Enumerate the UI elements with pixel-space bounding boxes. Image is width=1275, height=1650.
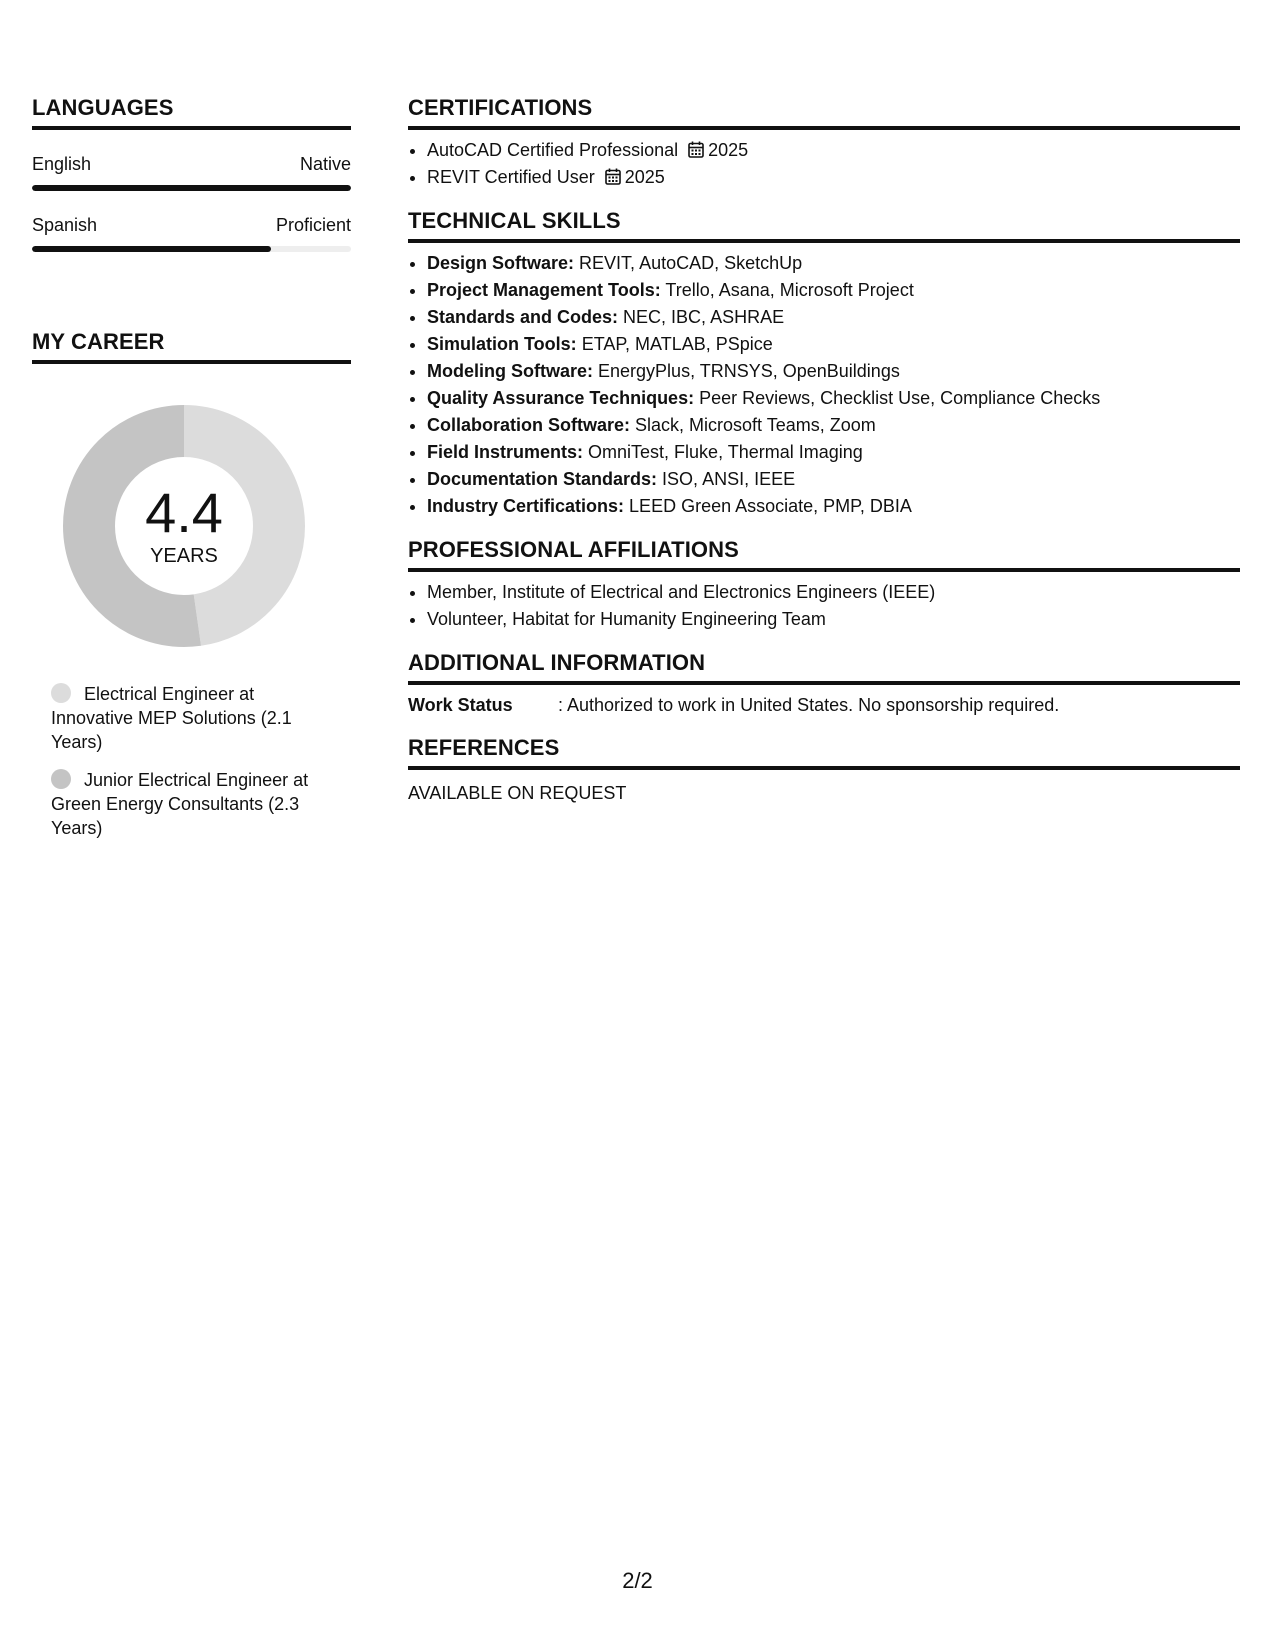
- section-divider: [408, 766, 1240, 770]
- skill-value: NEC, IBC, ASHRAE: [623, 307, 785, 327]
- legend-dot-icon: [51, 683, 71, 703]
- skill-value: Slack, Microsoft Teams, Zoom: [635, 415, 876, 435]
- section-divider: [408, 568, 1240, 572]
- skill-item: [427, 250, 1240, 277]
- affiliations-heading: PROFESSIONAL AFFILIATIONS: [408, 537, 739, 562]
- career-legend-item: [51, 768, 331, 840]
- language-proficiency-bar: [32, 185, 351, 191]
- career-role-label: Junior Electrical Engineer at Green Energy Consultants (2.3 Years): [51, 770, 309, 838]
- technical-skills-list: [408, 250, 1240, 520]
- languages-section: [32, 92, 351, 252]
- page-number: 2/2: [622, 1568, 653, 1593]
- work-status-label: Work Status: [408, 695, 513, 715]
- certification-name: AutoCAD Certified Professional: [427, 140, 679, 160]
- certification-year: 2025: [708, 140, 749, 160]
- skill-item: [427, 493, 1240, 520]
- affiliations-list: [408, 579, 1240, 633]
- skill-item: [427, 358, 1240, 385]
- skill-value: ISO, ANSI, IEEE: [662, 469, 796, 489]
- skill-label: Design Software:: [427, 253, 575, 273]
- skill-item: [427, 304, 1240, 331]
- skill-item: [427, 385, 1240, 412]
- language-row: [32, 152, 351, 176]
- skill-label: Standards and Codes:: [427, 307, 619, 327]
- skill-value: LEED Green Associate, PMP, DBIA: [629, 496, 912, 516]
- career-legend-item: [51, 682, 331, 754]
- certifications-section: [408, 92, 1240, 191]
- work-status-row: [408, 692, 1240, 718]
- skill-value: ETAP, MATLAB, PSpice: [581, 334, 773, 354]
- right-column: [408, 92, 1240, 820]
- additional-info-heading: ADDITIONAL INFORMATION: [408, 650, 706, 675]
- career-legend: [51, 682, 331, 840]
- references-heading: REFERENCES: [408, 735, 560, 760]
- skill-label: Industry Certifications:: [427, 496, 625, 516]
- certification-item: [427, 137, 1240, 164]
- affiliation-item: • Member, Institute of Electrical and Electronics Engineers (IEEE): [427, 579, 1240, 606]
- calendar-icon: [688, 141, 704, 158]
- section-divider: [32, 360, 351, 364]
- skill-label: Project Management Tools:: [427, 280, 661, 300]
- additional-info-section: [408, 647, 1240, 718]
- languages-heading: LANGUAGES: [32, 95, 174, 120]
- career-section: [32, 326, 351, 840]
- language-row: [32, 213, 351, 237]
- language-proficiency-bar: [32, 246, 351, 252]
- skill-item: [427, 277, 1240, 304]
- references-section: [408, 732, 1240, 806]
- skill-label: Field Instruments:: [427, 442, 584, 462]
- skill-label: Documentation Standards:: [427, 469, 658, 489]
- total-years-unit: YEARS: [150, 545, 218, 567]
- certification-name: REVIT Certified User: [427, 167, 595, 187]
- legend-dot-icon: [51, 769, 71, 789]
- skill-item: [427, 439, 1240, 466]
- section-divider: [32, 126, 351, 130]
- work-status-value: : Authorized to work in United States. No sponsorship required.: [558, 695, 1060, 715]
- languages-list: [32, 152, 351, 252]
- language-name: English: [32, 154, 92, 174]
- section-divider: [408, 239, 1240, 243]
- skill-label: Simulation Tools:: [427, 334, 577, 354]
- career-donut-chart: [54, 396, 314, 656]
- skill-value: EnergyPlus, TRNSYS, OpenBuildings: [598, 361, 900, 381]
- section-divider: [408, 681, 1240, 685]
- technical-skills-heading: TECHNICAL SKILLS: [408, 208, 621, 233]
- section-divider: [408, 126, 1240, 130]
- career-heading: MY CAREER: [32, 329, 165, 354]
- skill-value: Trello, Asana, Microsoft Project: [665, 280, 914, 300]
- references-text: AVAILABLE ON REQUEST: [408, 783, 627, 803]
- skill-item: [427, 412, 1240, 439]
- calendar-icon: [605, 168, 621, 185]
- skill-value: OmniTest, Fluke, Thermal Imaging: [588, 442, 863, 462]
- affiliations-section: [408, 534, 1240, 633]
- skill-label: Quality Assurance Techniques:: [427, 388, 695, 408]
- language-level: Proficient: [275, 215, 351, 235]
- language-level: Native: [299, 154, 351, 174]
- career-role-label: Electrical Engineer at Innovative MEP Solutions (2.1 Years): [51, 684, 292, 752]
- skill-item: [427, 331, 1240, 358]
- skill-value: Peer Reviews, Checklist Use, Compliance Checks: [699, 388, 1101, 408]
- language-proficiency-fill: [32, 185, 351, 191]
- donut-center: [54, 396, 314, 656]
- skill-value: REVIT, AutoCAD, SketchUp: [579, 253, 803, 273]
- skill-item: [427, 466, 1240, 493]
- certification-item: [427, 164, 1240, 191]
- language-proficiency-fill: [32, 246, 271, 252]
- certifications-heading: CERTIFICATIONS: [408, 95, 593, 120]
- technical-skills-section: [408, 205, 1240, 520]
- left-column: [32, 92, 351, 854]
- certifications-list: [408, 137, 1240, 191]
- certification-year: 2025: [624, 167, 665, 187]
- skill-label: Modeling Software:: [427, 361, 593, 381]
- affiliation-item: • Volunteer, Habitat for Humanity Engineering Team: [427, 606, 1240, 633]
- total-years-value: 4.4: [145, 481, 223, 544]
- skill-label: Collaboration Software:: [427, 415, 631, 435]
- language-name: Spanish: [32, 215, 98, 235]
